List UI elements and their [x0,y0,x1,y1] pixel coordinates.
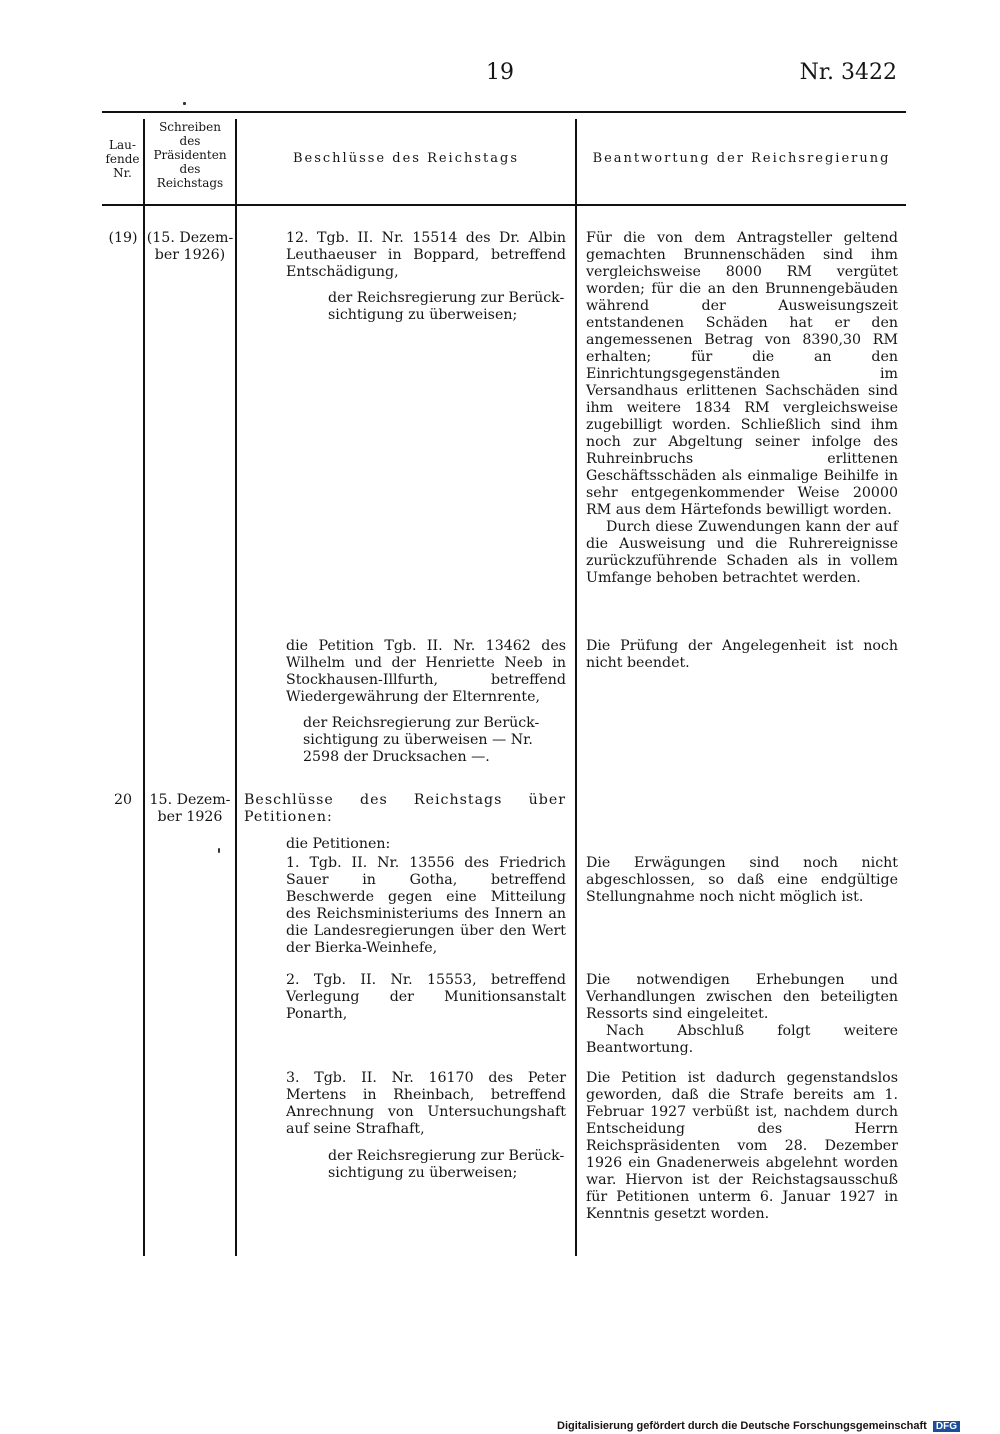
row-20-item-2-answer [586,972,898,1057]
row-20-item-1: 1. Tgb. II. Nr. 13556 des Friedrich Sauer in Gotha, betreffend Beschwerde gegen eine Mitteilung des Reichsministeriums des Innern an die Landesregierungen über den Wert der Bierka-Weinhefe, [286,855,566,956]
row-19-item-12: 12. Tgb. II. Nr. 15514 des Dr. Albin Leuthaeuser in Boppard, betreffend Entschädigung, [286,230,566,280]
column-rule-2 [235,119,237,1256]
row-19-petition-answer: Die Prüfung der Angelegenheit ist noch nicht beendet. [586,638,898,671]
print-speck [218,848,220,853]
column-header-beschluesse: Beschlüsse des Reichstags [292,151,520,166]
row-20-date: 15. Dezem- ber 1926 [149,792,231,825]
row-20-heading: Beschlüsse des Reichstags über Petitionen: [244,792,566,825]
row-19-item-12-answer [586,230,898,587]
row-20-item-3: 3. Tgb. II. Nr. 16170 des Peter Mertens in Rheinbach, betreffend Anrechnung von Untersuchungshaft auf seine Strafhaft, [286,1070,566,1137]
row-20-item-2: 2. Tgb. II. Nr. 15553, betreffend Verlegung der Munitionsanstalt Ponarth, [286,972,566,1022]
row-20-number: 20 [113,792,133,808]
page-number: 19 [486,60,514,85]
document-number: Nr. 3422 [799,60,897,85]
row-19-date: (15. Dezem- ber 1926) [146,230,234,263]
row-20-item-3-answer: Die Petition ist dadurch gegenstandslos geworden, daß die Strafe bereits am 1. Februar 1927 verbüßt ist, nachdem durch Entscheidung des Herrn Reichspräsidenten vom 28. Dezember 1926 ein Gnadenerweis abgelehnt worden war. Hiervon ist der Reichstagsausschuß für Petitionen unterm 6. Januar 1927 in Kenntnis gesetzt worden. [586,1070,898,1222]
row-19-petition-referral: der Reichsregierung zur Berück- sichtigung zu überweisen — Nr. 2598 der Drucksachen —. [303,715,540,765]
digitization-credit [557,1420,960,1432]
table-top-rule [102,111,906,113]
answer-paragraph: Nach Abschluß folgt weitere Beantwortung. [586,1023,898,1056]
dfg-logo: DFG [933,1421,960,1432]
row-19-petition: die Petition Tgb. II. Nr. 13462 des Wilhelm und der Henriette Neeb in Stockhausen-Illfurth, betreffend Wiedergewährung der Elternrente, [286,638,566,705]
row-19-item-12-referral: der Reichsregierung zur Berück- sichtigung zu überweisen; [328,290,565,323]
column-header-beantwortung: Beantwortung der Reichsregierung [592,151,891,166]
credit-text: Digitalisierung gefördert durch die Deutsche Forschungsgemeinschaft [557,1420,927,1432]
row-20-item-1-answer: Die Erwägungen sind noch nicht abgeschlossen, so daß eine endgültige Stellungnahme noch nicht möglich ist. [586,855,898,905]
column-rule-3 [575,119,577,1256]
row-20-intro: die Petitionen: [286,836,391,852]
answer-paragraph: Die notwendigen Erhebungen und Verhandlungen zwischen den beteiligten Ressorts sind eingeleitet. [586,972,898,1022]
answer-paragraph: Für die von dem Antragsteller geltend gemachten Brunnenschäden sind ihm vergleichsweise 8000 RM vergütet worden; für die an den Brunnengebäuden während der Ausweisungszeit entstandenen Schäden hat er den angemessenen Betrag von 8390,30 RM erhalten; für die an den Einrichtungsgegenständen im Versandhaus erlittenen Sachschäden sind ihm weitere 1834 RM vergleichsweise zugebilligt worden. Schließlich sind ihm noch zur Abgeltung seiner infolge des Ruhreinbruchs erlittenen Geschäftsschäden als einmalige Beihilfe in sehr entgegenkommender Weise 20000 RM aus dem Härtefonds bewilligt worden. [586,230,898,518]
answer-paragraph: Durch diese Zuwendungen kann der auf die Ausweisung und die Ruhrereignisse zurückzuführende Schaden als in vollem Umfange behoben betrachtet werden. [586,519,898,586]
row-19-number: (19) [108,230,138,246]
row-20-item-3-referral: der Reichsregierung zur Berück- sichtigung zu überweisen; [328,1148,565,1181]
table-header-rule [102,204,906,206]
print-speck [183,102,186,105]
column-header-schreiben: Schreiben des Präsidenten des Reichstags [153,120,227,190]
column-rule-1 [143,119,145,1256]
column-header-lfd: Lau- fende Nr. [105,138,140,180]
